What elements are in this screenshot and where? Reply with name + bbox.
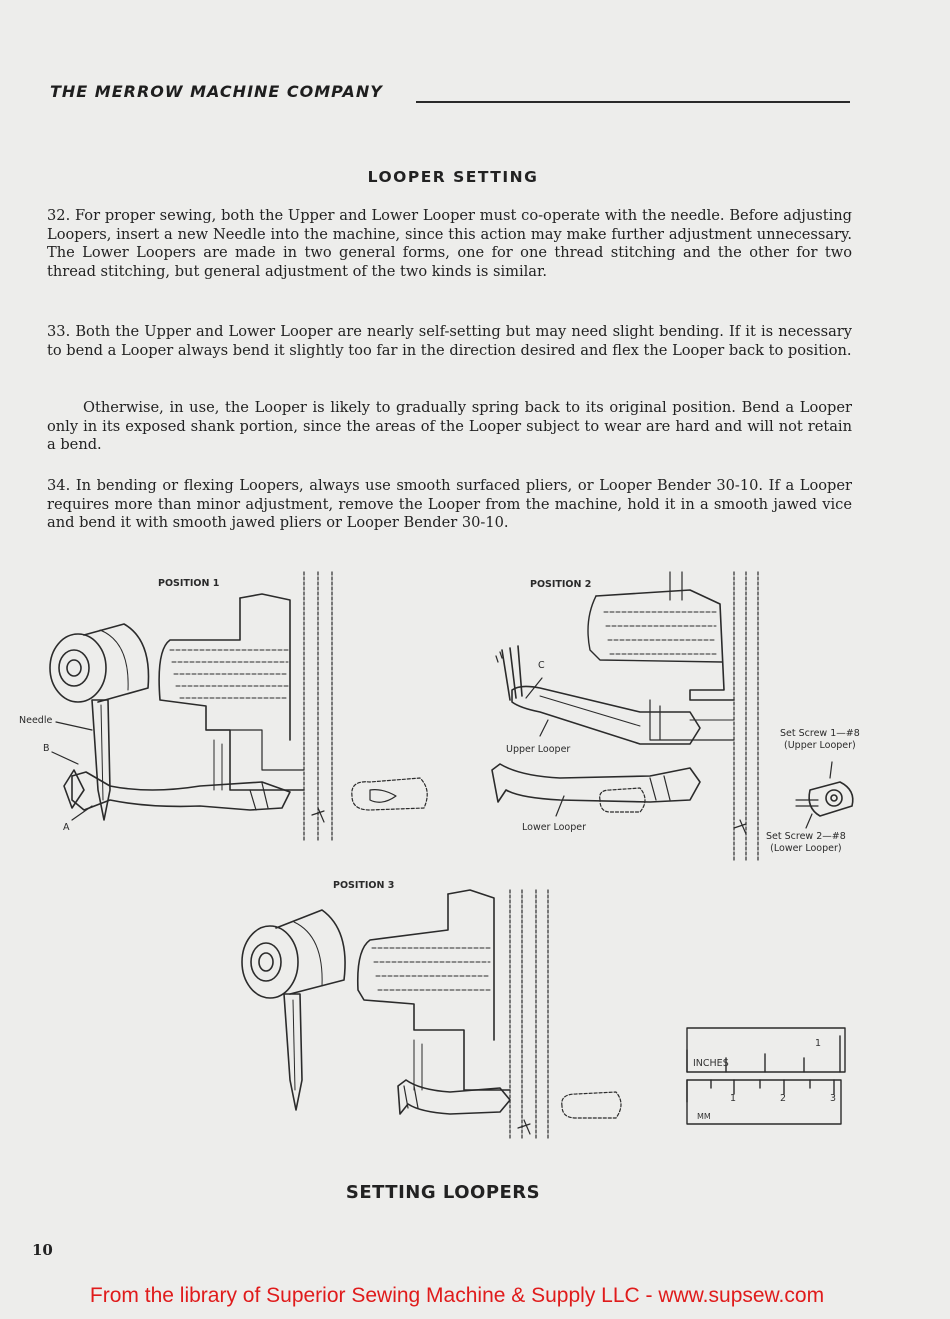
ruler-mm-label: MM	[697, 1112, 711, 1121]
set-screw-2-text: Set Screw 2—#8	[766, 831, 846, 842]
label-a: A	[63, 822, 70, 833]
set-screw-1-callout	[780, 728, 860, 752]
label-b: B	[43, 743, 50, 754]
lower-looper-callout: Lower Looper	[522, 822, 587, 833]
ruler-mm-mark-3: 3	[830, 1093, 837, 1104]
ruler-inch-mark: 1	[815, 1038, 822, 1049]
set-screw-1-sub: (Upper Looper)	[784, 740, 856, 751]
paragraph-34: 34. In bending or flexing Loopers, always use smooth surfaced pliers, or Looper Bender 30-10. If a Looper requires more than minor adjustment, remove the Looper from the machine, hold it in a smooth jawed vice and bend it with smooth jawed pliers or Looper Bender 30-10.	[47, 477, 852, 532]
company-name: THE MERROW MACHINE COMPANY	[50, 82, 383, 101]
upper-looper-callout: Upper Looper	[506, 744, 571, 755]
set-screw-1-text: Set Screw 1—#8	[780, 728, 860, 739]
page-number: 10	[32, 1241, 53, 1259]
position3-drawing	[242, 890, 621, 1140]
ruler-inches-label: INCHES	[693, 1058, 729, 1069]
position1-drawing	[50, 572, 427, 840]
paragraph-32: 32. For proper sewing, both the Upper and Lower Looper must co-operate with the needle. Before adjusting Loopers, insert a new Needle into the machine, since this action may make further adjustment unnecessary. The Lower Loopers are made in two general forms, one for one thread stitching and the other for two thread stitching, but general adjustment of the two kinds is similar.	[47, 207, 852, 281]
section-title: LOOPER SETTING	[367, 168, 539, 186]
position3-label: POSITION 3	[333, 880, 395, 891]
position2-label: POSITION 2	[530, 579, 592, 590]
set-screw-2-callout	[766, 831, 846, 855]
paragraph-otherwise: Otherwise, in use, the Looper is likely to gradually spring back to its original position. Bend a Looper only in its exposed shank portion, since the areas of the Looper subject to wear are hard and will not retain a bend.	[47, 399, 852, 454]
position1-label: POSITION 1	[158, 578, 220, 589]
ruler-mm-mark-1: 1	[730, 1093, 737, 1104]
label-c: C	[538, 660, 545, 671]
position2-drawing	[492, 572, 853, 860]
ruler-drawing	[687, 1028, 845, 1124]
figure-caption: SETTING LOOPERS	[345, 1182, 541, 1203]
ruler-mm-mark-2: 2	[780, 1093, 787, 1104]
library-footer: From the library of Superior Sewing Machine & Supply LLC - www.supsew.com	[89, 1284, 825, 1307]
paragraph-33: 33. Both the Upper and Lower Looper are nearly self-setting but may need slight bending. If it is necessary to bend a Looper always bend it slightly too far in the direction desired and flex the Looper back to position.	[47, 323, 852, 359]
set-screw-2-sub: (Lower Looper)	[770, 843, 842, 854]
needle-callout: Needle	[19, 715, 53, 726]
